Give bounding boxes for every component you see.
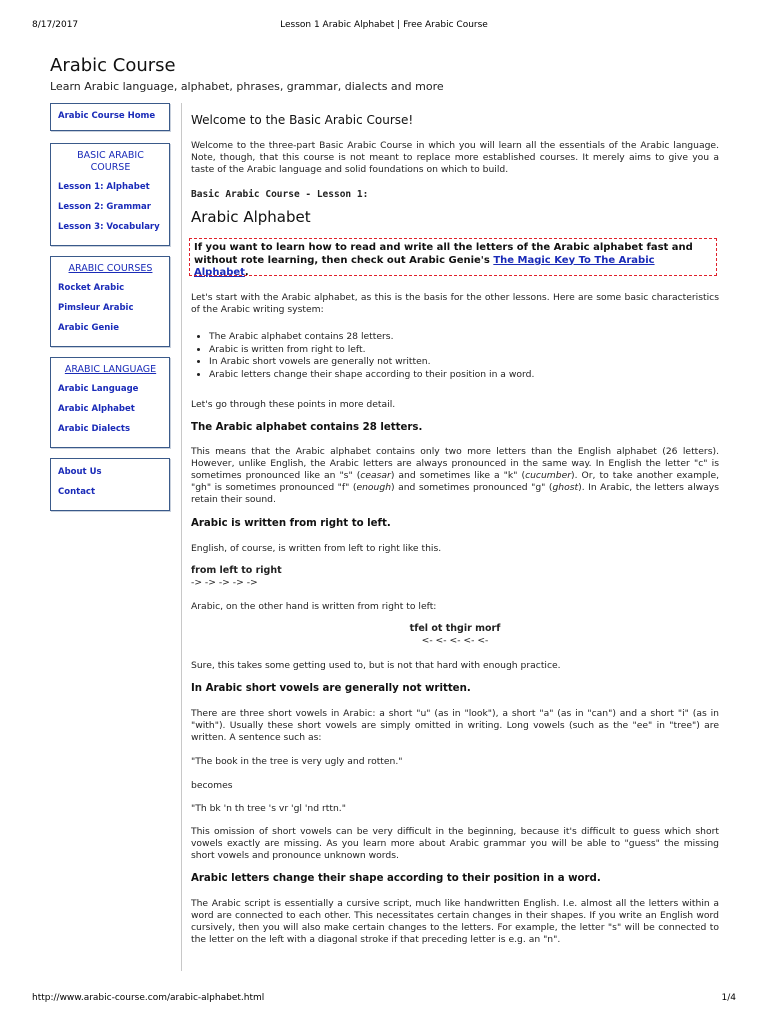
print-date: 8/17/2017 [32,20,79,30]
sidebar-basic-box [50,143,170,246]
practice-note: Sure, this takes some getting used to, but is not that hard with enough practice. [191,660,561,671]
sidebar-home-box [50,103,170,131]
example-sentence-no-vowels: "Th bk 'n th tree 's vr 'gl 'nd rttn." [191,803,346,814]
sidebar-item-lesson-2[interactable]: Lesson 2: Grammar [58,202,151,212]
sidebar-heading-basic: BASIC ARABIC COURSE [77,150,144,173]
example-sentence: "The book in the tree is very ugly and rotten." [191,756,403,767]
lesson-label: Basic Arabic Course - Lesson 1: [191,189,369,200]
ltr-arrows: -> -> -> -> -> [191,577,258,588]
sidebar-item-arabic-genie[interactable]: Arabic Genie [58,323,119,333]
detail-paragraph: Let's go through these points in more detail. [191,399,396,410]
intro-paragraph: Welcome to the three-part Basic Arabic Course in which you will learn all the essentials of the Arabic language. Note, though, that this course is not meant to replace more established courses. It merely aims to give you a taste of the Arabic language and solid foundations on which to build. [191,140,719,175]
rtl-arrows: <- <- <- <- <- [421,635,489,646]
becomes-label: becomes [191,780,233,791]
section-heading-28-letters: The Arabic alphabet contains 28 letters. [191,422,423,433]
sidebar-item-contact[interactable]: Contact [58,487,96,497]
column-divider [181,103,182,971]
start-paragraph: Let's start with the Arabic alphabet, as this is the basis for the other lessons. Here are some basic characteristics of the Arabic writing system: [191,292,719,315]
sidebar [50,103,170,521]
list-item: • Arabic letters change their shape according to their position in a word. [209,369,737,382]
list-item: • Arabic is written from right to left. [209,344,737,357]
sidebar-item-pimsleur-arabic[interactable]: Pimsleur Arabic [58,303,134,313]
site-tagline: Learn Arabic language, alphabet, phrases, grammar, dialects and more [50,80,444,93]
list-item: • In Arabic short vowels are generally not written. [209,356,737,369]
list-item: • The Arabic alphabet contains 28 letters. [209,331,737,344]
points-list [191,331,737,381]
sidebar-item-arabic-language[interactable]: Arabic Language [58,384,139,394]
omission-paragraph: This omission of short vowels can be very difficult in the beginning, because it's difficult to guess which short vowels exactly are missing. As you learn more about Arabic grammar you will be able to "guess" the missing short vowels and pronounce unknown words. [191,826,719,861]
ltr-intro: English, of course, is written from left to right like this. [191,543,442,554]
ltr-example: from left to right [191,565,282,576]
print-page-number: 1/4 [721,993,736,1003]
rtl-intro: Arabic, on the other hand is written from right to left: [191,601,437,612]
sidebar-item-arabic-dialects[interactable]: Arabic Dialects [58,424,131,434]
short-vowels-text: There are three short vowels in Arabic: a short "u" (as in "look"), a short "a" (as in "can") and a short "i" (as in "with"). Usually these short vowels are simply omitted in writing. Long vowels (such as the "ee" in "tree") are written. A sentence such as: [191,708,719,743]
sidebar-language-box [50,357,170,448]
section-28-letters-text: This means that the Arabic alphabet contains only two more letters than the English alphabet (26 letters). However, unlike English, the Arabic letters are always pronounced in the same way. In English the letter "c" is sometimes pronounced like an "s" (ceasar) and sometimes like a "k" (cucumber). Or, to take another example, "gh" is sometimes pronounced "f" (enough) and sometimes pronounced "g" (ghost). In Arabic, the letters always retain their sound. [191,446,720,505]
sidebar-item-about-us[interactable]: About Us [58,467,102,477]
rtl-example: tfel ot thgir morf [409,623,501,634]
magic-key-link[interactable]: The Magic Key To The Arabic Alphabet [194,254,655,278]
lesson-title: Arabic Alphabet [191,208,311,226]
sidebar-courses-box [50,256,170,347]
section-heading-right-to-left: Arabic is written from right to left. [191,518,391,529]
sidebar-item-home[interactable]: Arabic Course Home [58,111,156,121]
print-footer-url: http://www.arabic-course.com/arabic-alphabet.html [32,993,265,1003]
sidebar-heading-language[interactable]: ARABIC LANGUAGE [64,364,157,375]
callout-end: . [244,267,249,278]
section-heading-letter-shapes: Arabic letters change their shape according to their position in a word. [191,873,601,884]
letter-shapes-text: The Arabic script is essentially a cursive script, much like handwritten English. I.e. almost all the letters within a word are connected to each other. This necessitates certain changes in their shapes. If you write an English word cursively, then you will also make certain changes to the letters. For example, the letter "s" will be connected to the letter on the left with a diagonal stroke if that preceding letter is e.g. an "n". [191,898,719,945]
sidebar-item-arabic-alphabet[interactable]: Arabic Alphabet [58,404,135,414]
print-title: Lesson 1 Arabic Alphabet | Free Arabic Course [280,20,488,30]
site-title[interactable]: Arabic Course [50,55,176,76]
sidebar-heading-courses[interactable]: ARABIC COURSES [68,263,153,274]
sidebar-misc-box [50,458,170,511]
welcome-heading: Welcome to the Basic Arabic Course! [191,113,414,127]
sidebar-item-lesson-3[interactable]: Lesson 3: Vocabulary [58,222,160,232]
sidebar-item-lesson-1[interactable]: Lesson 1: Alphabet [58,182,150,192]
section-heading-short-vowels: In Arabic short vowels are generally not written. [191,683,471,694]
promo-callout [189,238,717,276]
sidebar-item-rocket-arabic[interactable]: Rocket Arabic [58,283,125,293]
callout-text: If you want to learn how to read and write all the letters of the Arabic alphabet fast and without rote learning, then check out Arabic Genie's [194,242,693,266]
